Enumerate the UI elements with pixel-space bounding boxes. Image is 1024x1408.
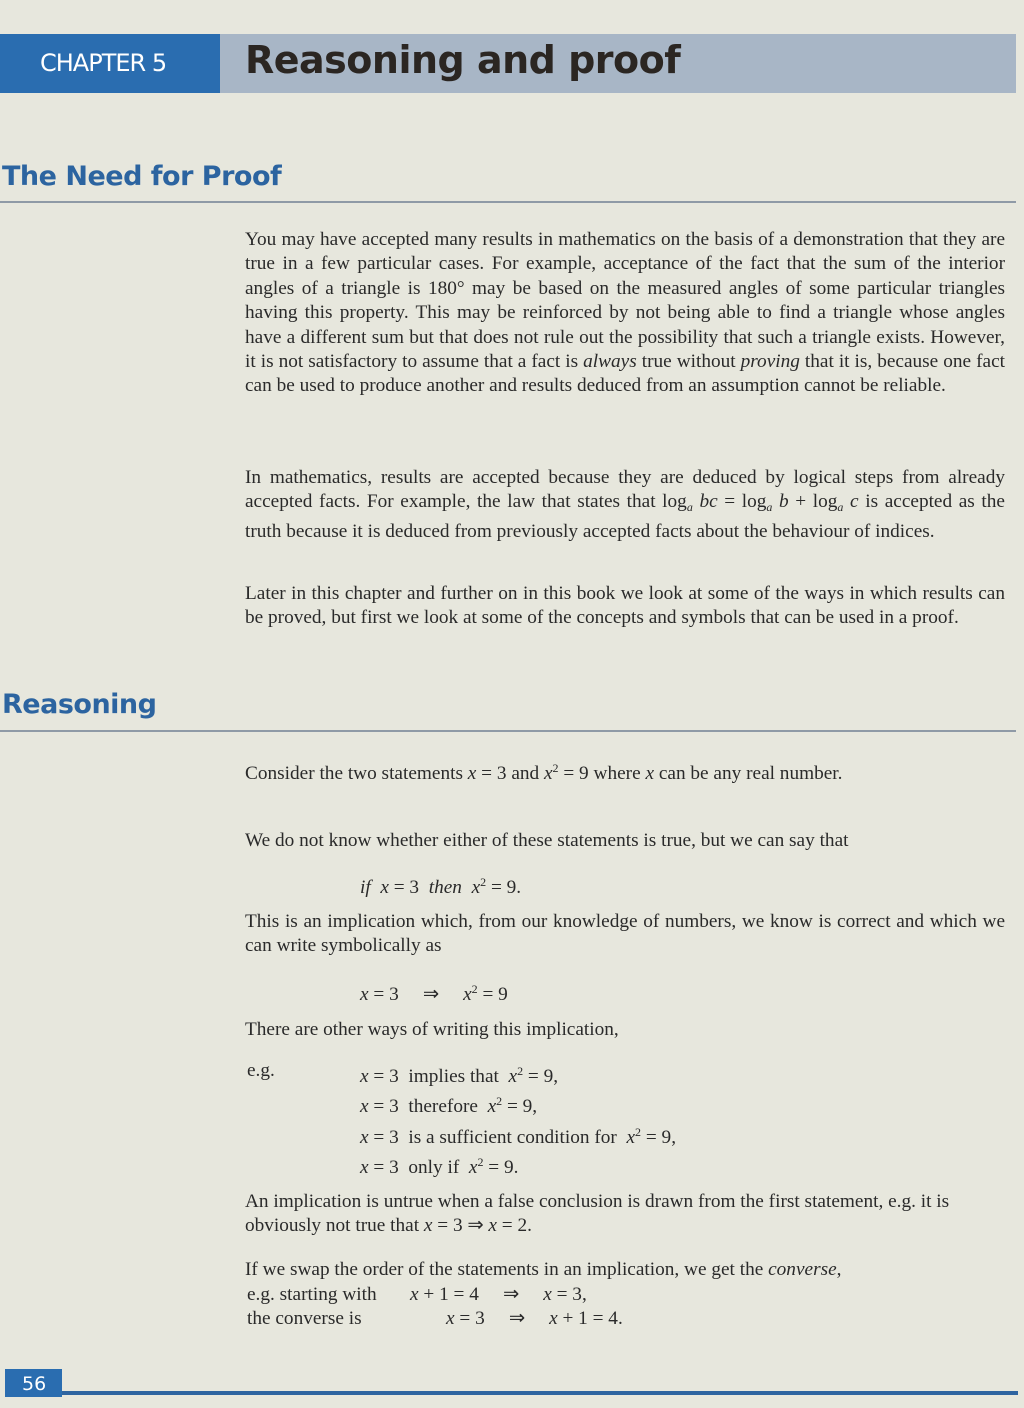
text-run: = 3 only if [368, 1157, 469, 1178]
text-run: x [467, 763, 477, 784]
math-line [360, 1089, 537, 1119]
text-run: x [360, 1066, 369, 1087]
paragraph [245, 228, 1005, 399]
text-run: An implication is untrue when a false conclusion is drawn from the first statement, e.g. it is obviously not true that [245, 1191, 950, 1237]
text-run: then [428, 877, 462, 898]
paragraph [245, 1190, 1005, 1239]
text-run: can be any real number. [654, 763, 843, 784]
text-run: + 1 = 4. [557, 1308, 623, 1329]
text-run: This is an implication which, from our knowledge of numbers, we know is correct and which we can write symbolically as [245, 911, 1005, 957]
text-run: is accepted as the truth because it is deduced from previously accepted facts about the behaviour of indices. [245, 491, 1005, 542]
text-run: = 3 is a sufficient condition for [368, 1127, 627, 1148]
text-run: If we swap the order of the statements in an implication, we get the [245, 1259, 769, 1280]
text-run: x [410, 1284, 419, 1305]
text-run: , [836, 1259, 842, 1280]
text-run: = 9, [641, 1127, 677, 1148]
text-run: = 3 implies that [368, 1066, 509, 1087]
text-run: x [468, 1157, 478, 1178]
text-run: = 3 therefore [368, 1096, 488, 1117]
text-run: x [487, 1096, 497, 1117]
text-run: You may have accepted many results in mathematics on the basis of a demonstration that they are true in a few particular cases. For example, acceptance of the fact that the sum of the interior angles of a triangle is 180° may be based on the measured angles of some particular triangles having this property. This may be reinforced by not being able to find a triangle whose angles have a different sum but that does not rule out the possibility that such a triangle exists. However, it is not satisfactory to assume that a fact is [245, 229, 1005, 373]
text-run: bc [692, 491, 718, 513]
text-run: x [360, 1127, 369, 1148]
text-run: x [626, 1127, 636, 1148]
text-run: 2 [477, 1155, 484, 1169]
text-run: x [543, 763, 553, 784]
text-run: always [583, 351, 637, 373]
text-line: e.g. starting with [247, 1284, 377, 1305]
paragraph [245, 582, 1005, 631]
text-run: 2 [552, 761, 559, 775]
text-run: = 9 [477, 984, 508, 1005]
text-run: = 9, [523, 1066, 559, 1087]
section-rule [0, 730, 1016, 732]
text-run: x [423, 1215, 433, 1237]
text-run: x [549, 1308, 558, 1329]
text-run: that it is, because one fact can be used to produce another and results deduced from an assumption cannot be reliable. [245, 351, 1005, 397]
paragraph [245, 466, 1005, 544]
text-run: We do not know whether either of these statements is true, but we can say that [245, 830, 849, 851]
section-heading-reasoning: Reasoning [2, 689, 157, 720]
text-run: c [843, 491, 859, 513]
text-run: x [360, 984, 369, 1005]
text-run: proving [740, 351, 800, 373]
text-run: = 9 where [558, 763, 646, 784]
math-line [410, 1283, 587, 1307]
text-run: x [508, 1066, 518, 1087]
text-run: = 3 ⇒ [368, 984, 464, 1005]
math-line [360, 870, 521, 900]
paragraph [245, 1258, 1005, 1282]
text-run: = 3 ⇒ [432, 1215, 489, 1237]
text-run: 2 [517, 1064, 524, 1078]
text-run: = 2. [496, 1215, 532, 1237]
text-run: x [360, 1096, 369, 1117]
text-run: 2 [635, 1125, 642, 1139]
math-line [360, 1150, 518, 1180]
text-run: b [772, 491, 789, 513]
text-run: There are other ways of writing this implication, [245, 1019, 619, 1040]
text-line: the converse is [247, 1308, 362, 1329]
text-run: = 3, [551, 1284, 587, 1305]
text-run: = log [717, 491, 767, 513]
text-run: x [463, 984, 472, 1005]
text-run: Consider the two statements [245, 763, 468, 784]
text-run: 2 [480, 875, 487, 889]
chapter-title: Reasoning and proof [245, 38, 681, 82]
text-run: = 9. [486, 877, 522, 898]
eg-label: e.g. [247, 1060, 275, 1081]
text-run: x [645, 763, 655, 784]
page-number: 56 [5, 1369, 62, 1397]
text-run: x [360, 1157, 369, 1178]
text-run: x [380, 877, 389, 898]
footer-rule [62, 1391, 1018, 1395]
text-run: converse [768, 1259, 837, 1280]
paragraph [245, 910, 1005, 959]
text-run: a [837, 500, 844, 515]
section-rule [0, 201, 1016, 203]
paragraph [245, 1018, 1005, 1042]
paragraph [245, 829, 1005, 853]
text-run: + 1 = 4 ⇒ [418, 1284, 544, 1305]
text-run: = 9, [502, 1096, 538, 1117]
math-line [360, 977, 508, 1007]
math-line [360, 1059, 558, 1089]
text-run: x [471, 877, 481, 898]
text-run: 2 [496, 1094, 503, 1108]
text-run: true without [636, 351, 741, 373]
text-run: = 3 ⇒ [454, 1308, 550, 1329]
text-run: 2 [471, 982, 478, 996]
text-run: = 3 and [476, 763, 544, 784]
text-run: x [543, 1284, 552, 1305]
math-line [446, 1307, 623, 1331]
text-run: Later in this chapter and further on in this book we look at some of the ways in which results can be proved, but first we look at some of the concepts and symbols that can be used in a proof. [245, 583, 1005, 629]
text-run: + log [788, 491, 838, 513]
text-run: = 3 [388, 877, 429, 898]
text-run: if [360, 877, 371, 898]
text-run: a [766, 500, 773, 515]
paragraph [245, 756, 945, 786]
text-run: = 9. [483, 1157, 519, 1178]
text-run: x [488, 1215, 497, 1237]
text-run: x [446, 1308, 455, 1329]
text-run: In mathematics, results are accepted because they are deduced by logical steps from already accepted facts. For example, the law that states that log [245, 467, 1005, 513]
text-run [462, 877, 472, 898]
chapter-label: CHAPTER 5 [0, 34, 220, 93]
math-line [360, 1120, 676, 1150]
text-run: a [686, 500, 693, 515]
text-run [371, 877, 381, 898]
section-heading-need-for-proof: The Need for Proof [2, 161, 282, 192]
